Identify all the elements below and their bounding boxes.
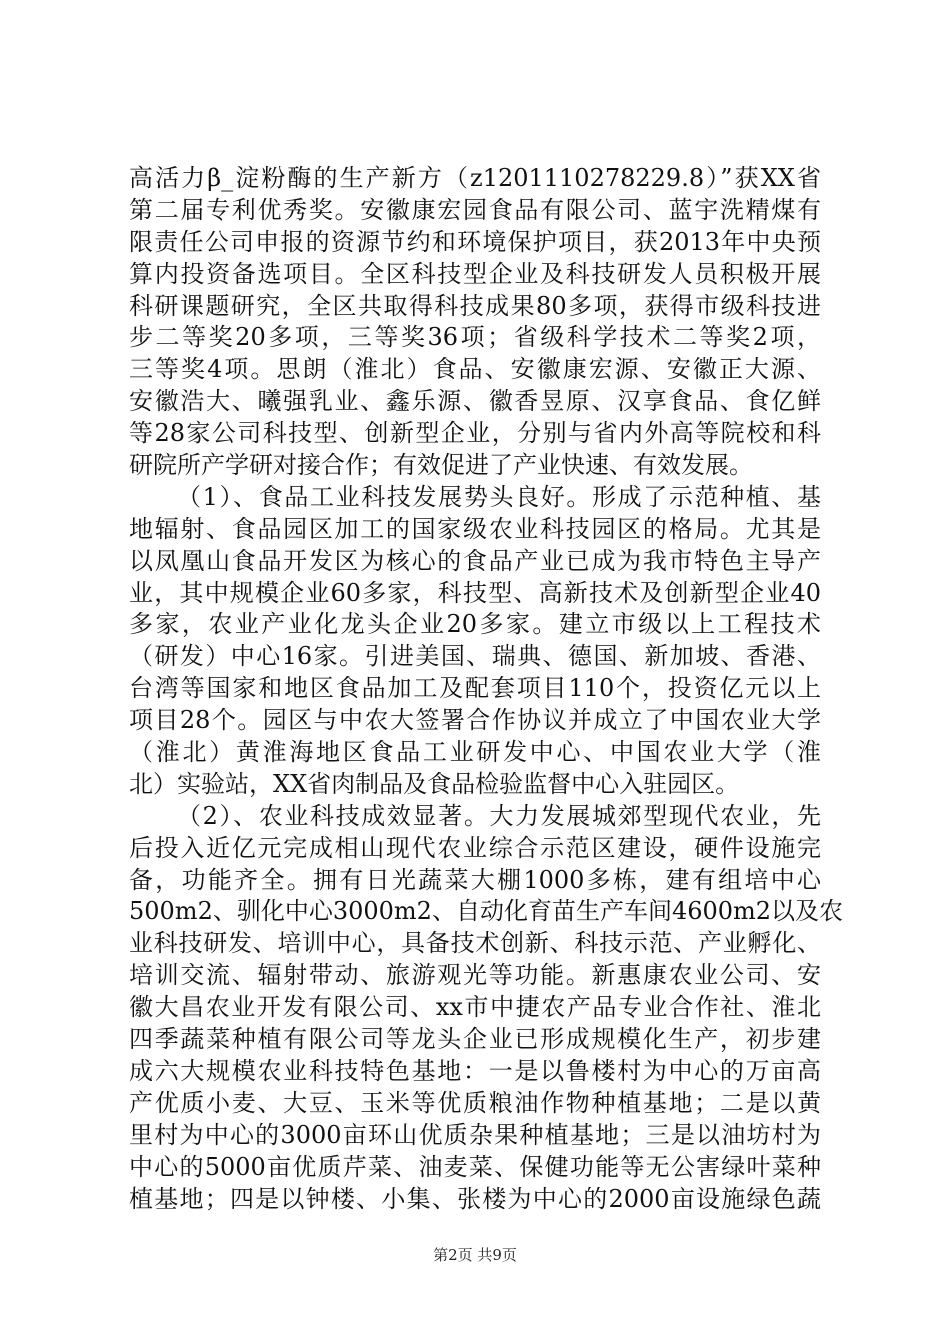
text-line: 台湾等国家和地区食品加工及配套项目110个，投资亿元以上 (129, 674, 821, 703)
text-line: 四季蔬菜种植有限公司等龙头企业已形成规模化生产，初步建 (129, 1025, 821, 1054)
text-line: 业，其中规模企业60多家，科技型、高新技术及创新型企业40 (129, 578, 821, 607)
text-line: 第二届专利优秀奖。安徽康宏园食品有限公司、蓝宇洗精煤有 (129, 195, 821, 224)
page-number-footer: 第2页 共9页 (433, 1246, 517, 1264)
text-line: 成六大规模农业科技特色基地：一是以鲁楼村为中心的万亩高 (129, 1056, 821, 1085)
text-line: 以凤凰山食品开发区为核心的食品产业已成为我市特色主导产 (129, 546, 821, 575)
text-line: 业科技研发、培训中心，具备技术创新、科技示范、产业孵化、 (129, 929, 821, 958)
text-line: 算内投资备选项目。全区科技型企业及科技研发人员积极开展 (129, 259, 821, 288)
text-line: 科研课题研究，全区共取得科技成果80多项，获得市级科技进 (129, 291, 821, 320)
text-line: 研院所产学研对接合作；有效促进了产业快速、有效发展。 (129, 451, 753, 480)
text-line: 限责任公司申报的资源节约和环境保护项目，获2013年中央预 (129, 227, 821, 256)
text-line: 徽大昌农业开发有限公司、xx市中捷农产品专业合作社、淮北 (129, 993, 821, 1022)
text-line: 项目28个。园区与中农大签署合作协议并成立了中国农业大学 (129, 706, 821, 735)
document-body (129, 163, 844, 1215)
text-line: （研发）中心16家。引进美国、瑞典、德国、新加坡、香港、 (129, 642, 821, 671)
text-line: 植基地；四是以钟楼、小集、张楼为中心的2000亩设施绿色蔬 (129, 1184, 821, 1213)
text-line: （淮北）黄淮海地区食品工业研发中心、中国农业大学（淮 (129, 738, 821, 767)
text-line: 等28家公司科技型、创新型企业，分别与省内外高等院校和科 (129, 419, 821, 448)
text-line: 后投入近亿元完成相山现代农业综合示范区建设，硬件设施完 (129, 833, 821, 862)
text-line: 地辐射、食品园区加工的国家级农业科技园区的格局。尤其是 (129, 514, 821, 543)
text-line: 多家，农业产业化龙头企业20多家。建立市级以上工程技术 (129, 610, 821, 639)
text-line: 中心的5000亩优质芹菜、油麦菜、保健功能等无公害绿叶菜种 (129, 1152, 821, 1181)
text-line: 高活力β_淀粉酶的生产新方（z1201110278229.8）”获XX省 (129, 164, 821, 192)
text-line: 500m2、驯化中心3000m2、自动化育苗生产车间4600m2以及农 (129, 897, 844, 926)
text-line: 里村为中心的3000亩环山优质杂果种植基地；三是以油坊村为 (129, 1120, 821, 1149)
paragraph-start-line: （1）、食品工业科技发展势头良好。形成了示范种植、基 (177, 482, 821, 511)
text-line: 步二等奖20多项，三等奖36项；省级科学技术二等奖2项， (129, 323, 821, 352)
text-line: 安徽浩大、曦强乳业、鑫乐源、徽香昱原、汉享食品、食亿鲜 (129, 387, 821, 416)
text-line: 北）实验站，XX省肉制品及食品检验监督中心入驻园区。 (129, 769, 740, 798)
text-line: 三等奖4项。思朗（淮北）食品、安徽康宏源、安徽正大源、 (129, 355, 821, 384)
text-line: 备，功能齐全。拥有日光蔬菜大棚1000多栋，建有组培中心 (129, 865, 821, 894)
text-line: 培训交流、辐射带动、旅游观光等功能。新惠康农业公司、安 (129, 961, 821, 990)
text-line: 产优质小麦、大豆、玉米等优质粮油作物种植基地；二是以黄 (129, 1088, 821, 1117)
paragraph-start-line: （2）、农业科技成效显著。大力发展城郊型现代农业，先 (177, 801, 821, 830)
